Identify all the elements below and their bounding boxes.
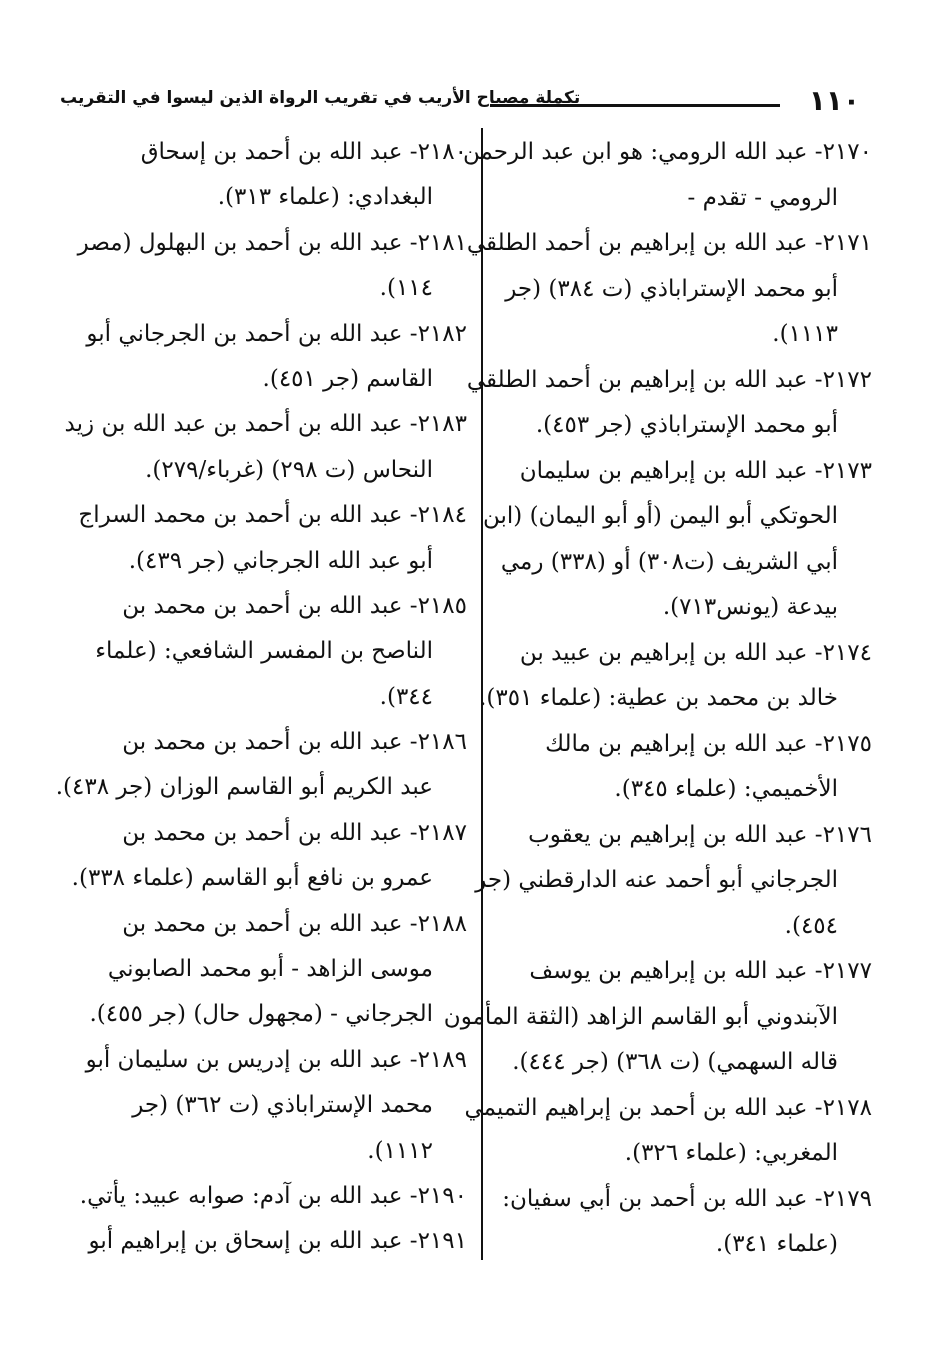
entry-continuation-line: البغدادي: (علماء ٣١٣). xyxy=(217,184,433,211)
left-column xyxy=(55,130,467,1265)
entry xyxy=(82,1219,467,1264)
entry-heading-line: ٢١٨٧- عبد الله بن أحمد بن محمد بن xyxy=(122,819,467,846)
column-divider xyxy=(481,128,483,1260)
entry-heading-line: ٢١٧٢- عبد الله بن إبراهيم بن أحمد الطلقي xyxy=(466,366,872,393)
entry-heading-line: ٢١٧٥- عبد الله بن إبراهيم بن مالك xyxy=(545,730,872,757)
entry xyxy=(82,902,467,1038)
entry xyxy=(55,720,467,811)
entry xyxy=(71,811,467,902)
entry-heading-line: ٢١٧١- عبد الله بن إبراهيم بن أحمد الطلقي xyxy=(466,230,872,256)
entry-continuation-line: أبو محمد الإستراباذي (ت ٣٨٤) (جر xyxy=(505,275,838,302)
entry-continuation-line: الآبندوني أبو القاسم الزاهد (الثقة المأمون xyxy=(443,1003,838,1030)
entry-continuation-line: ١١١٣). xyxy=(772,321,838,347)
entry-continuation-line: الجرجاني - (مجهول حال) (جر ٤٥٥). xyxy=(89,1001,433,1028)
entry-continuation-line: ٣٤٤). xyxy=(379,683,433,710)
entry xyxy=(79,1174,467,1219)
entry xyxy=(77,221,467,312)
book-title: تكملة مصباح الأريب في تقريب الرواة الذين ليسوا في التقريب xyxy=(60,88,581,108)
entry-continuation-line: أبو عبد الله الجرجاني (جر ٤٣٩). xyxy=(128,547,433,574)
entry-continuation-line: أبي الشريف (ت٣٠٨) أو (٣٣٨) رمي xyxy=(500,548,838,575)
entry-continuation-line: بيدعة (يونس٧١٣). xyxy=(662,594,838,620)
entry-continuation-line: (علماء ٣٤١). xyxy=(715,1231,838,1257)
entry-continuation-line: عمرو بن نافع أبو القاسم (علماء ٣٣٨). xyxy=(71,865,433,892)
page-header xyxy=(60,84,860,124)
entry-heading-line: ٢١٧٣- عبد الله بن إبراهيم بن سليمان xyxy=(519,457,872,484)
entry-heading-line: ٢١٨٣- عبد الله بن أحمد بن عبد الله بن زيد xyxy=(64,411,467,438)
entry-heading-line: ٢١٨١- عبد الله بن أحمد بن البهلول (مصر xyxy=(77,229,467,256)
entry xyxy=(482,449,872,631)
entry-continuation-line: ١١٤). xyxy=(379,275,433,302)
entry-continuation-line: موسى الزاهد - أبو محمد الصابوني xyxy=(107,956,433,983)
entry-continuation-line: الرومي - تقدم - xyxy=(687,184,838,211)
entry-continuation-line: ١١١٢). xyxy=(367,1137,433,1164)
entry-continuation-line: المغربي: (علماء ٣٢٦). xyxy=(624,1140,838,1166)
entry-heading-line: ٢١٨٢- عبد الله بن أحمد بن الجرجاني أبو xyxy=(86,320,467,347)
entry xyxy=(462,130,872,221)
entry-continuation-line: خالد بن محمد بن عطية: (علماء ٣٥١). xyxy=(479,685,838,711)
entry-continuation-line: الأخميمي: (علماء ٣٤٥). xyxy=(614,776,838,802)
entry-continuation-line: محمد الإستراباذي (ت ٣٦٢) (جر xyxy=(132,1092,433,1119)
entry-heading-line: ٢١٧٦- عبد الله بن إبراهيم بن يعقوب xyxy=(528,821,872,848)
entry xyxy=(82,1038,467,1174)
entry xyxy=(82,130,467,221)
entry-heading-line: ٢١٧٨- عبد الله بن أحمد بن إبراهيم التميمي xyxy=(464,1094,872,1121)
entry-heading-line: ٢١٨٩- عبد الله بن إدريس بن سليمان أبو xyxy=(85,1046,467,1073)
entry-continuation-line: أبو محمد الإستراباذي (جر ٤٥٣). xyxy=(535,412,838,438)
entry xyxy=(82,584,467,720)
entry-continuation-line: الجرجاني أبو أحمد عنه الدارقطني (جر xyxy=(475,867,838,893)
entry-heading-line: ٢١٧٠- عبد الله الرومي: هو ابن عبد الرحمن xyxy=(462,139,872,165)
entry xyxy=(466,358,872,449)
entry xyxy=(492,722,872,813)
entry xyxy=(64,402,467,493)
entry-heading-line: ٢١٨٤- عبد الله بن أحمد بن محمد السراج xyxy=(78,502,467,529)
entry xyxy=(492,1177,872,1268)
entry-continuation-line: قاله السهمي) (ت ٣٦٨) (جر ٤٤٤). xyxy=(512,1049,838,1075)
entry xyxy=(466,221,872,358)
entry-heading-line: ٢١٧٤- عبد الله بن إبراهيم بن عبيد بن xyxy=(519,639,872,666)
entry xyxy=(475,813,872,950)
entry-heading-line: ٢١٧٧- عبد الله بن إبراهيم بن يوسف xyxy=(529,958,872,984)
right-column xyxy=(443,130,872,1268)
entry-heading-line: ٢١٨٠- عبد الله بن أحمد بن إسحاق xyxy=(140,139,467,165)
entry-heading-line: ٢١٧٩- عبد الله بن أحمد بن أبي سفيان: xyxy=(502,1185,872,1212)
entry-heading-line: ٢١٨٨- عبد الله بن أحمد بن محمد بن xyxy=(122,910,467,937)
entry xyxy=(443,949,872,1086)
entry-continuation-line: القاسم (جر ٤٥١). xyxy=(262,365,433,392)
entry-heading-line: ٢١٨٦- عبد الله بن أحمد بن محمد بن xyxy=(122,729,467,756)
entry xyxy=(82,312,467,403)
entry-continuation-line: عبد الكريم أبو القاسم الوزان (جر ٤٣٨). xyxy=(55,774,433,801)
entry-heading-line: ٢١٨٥- عبد الله بن أحمد بن محمد بن xyxy=(122,592,467,619)
page-number: ١١٠ xyxy=(808,84,860,117)
entry-continuation-line: الناصح بن المفسر الشافعي: (علماء xyxy=(95,638,433,665)
entry xyxy=(464,1086,872,1177)
entry xyxy=(479,631,872,722)
entry-continuation-line: النحاس (ت ٢٩٨) (غرباء/٢٧٩). xyxy=(145,456,433,483)
entry-heading-line: ٢١٩١- عبد الله بن إسحاق بن إبراهيم أبو xyxy=(88,1228,467,1255)
entry xyxy=(78,493,467,584)
entry-continuation-line: ٤٥٤). xyxy=(784,912,838,939)
entry-continuation-line: الحوتكي أبو اليمن (أو أبو اليمان) (ابن xyxy=(482,503,838,529)
entry-heading-line: ٢١٩٠- عبد الله بن آدم: صوابه عبيد: يأتي. xyxy=(79,1182,467,1209)
